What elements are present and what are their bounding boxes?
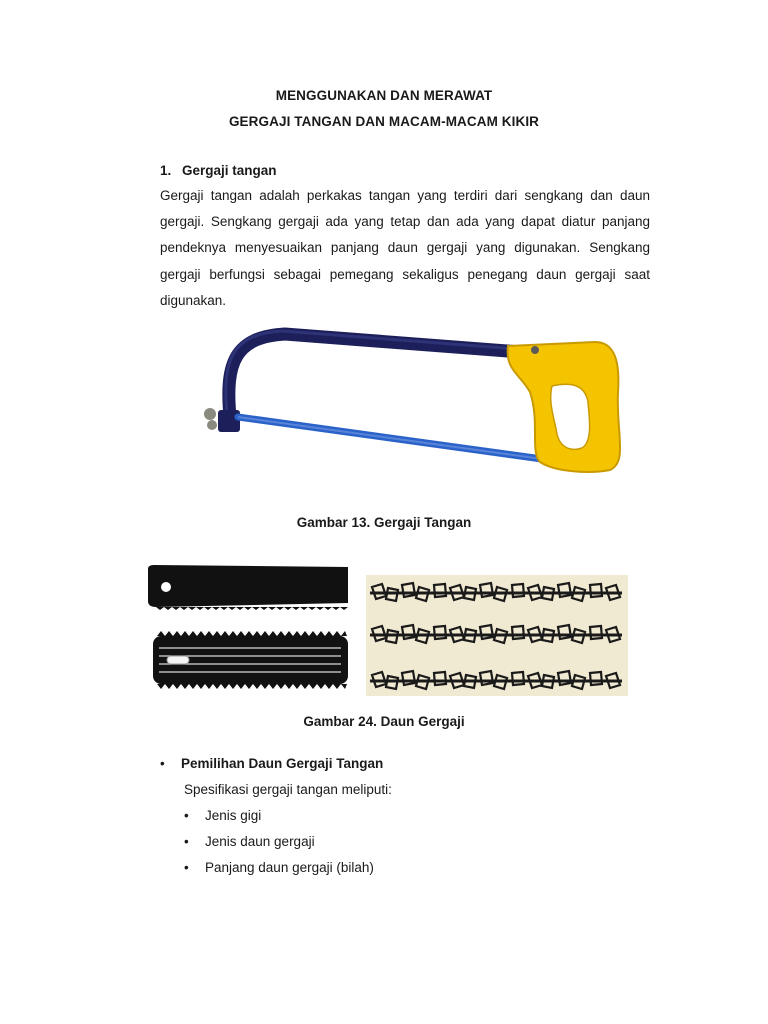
section-heading [160, 163, 277, 178]
hacksaw-image [190, 322, 640, 482]
list-item [184, 808, 261, 823]
bullet-icon: • [184, 808, 189, 823]
figure-caption-13: Gambar 13. Gergaji Tangan [296, 515, 472, 530]
selection-heading [160, 756, 383, 771]
list-item-text: Panjang daun gergaji (bilah) [205, 860, 374, 875]
section-heading-text: Gergaji tangan [182, 163, 277, 178]
specification-intro: Spesifikasi gergaji tangan meliputi: [184, 782, 392, 797]
selection-heading-text: Pemilihan Daun Gergaji Tangan [181, 756, 384, 771]
figure-caption-24: Gambar 24. Daun Gergaji [303, 714, 465, 729]
bullet-icon: • [160, 756, 165, 771]
wing-nut [204, 408, 216, 420]
section-number: 1. [160, 163, 172, 178]
saw-teeth-set-image [366, 575, 628, 696]
saw-blade-wavy-image [151, 630, 350, 690]
list-item [184, 834, 315, 849]
section-paragraph: Gergaji tangan adalah perkakas tangan yang terdiri dari sengkang dan daun gergaji. Sengkang gergaji ada yang tetap dan ada yang dapat diatur panjang pendeknya menyesuaikan panjang daun gergaji yang digunakan. Sengkang gergaji berfungsi sebagai pemegang sekaligus penegang daun gergaji saat digunakan. [160, 188, 650, 308]
list-item-text: Jenis daun gergaji [205, 834, 315, 849]
list-item [184, 860, 374, 875]
saw-blade-straight-image [148, 563, 351, 611]
document-title-line-1: MENGGUNAKAN DAN MERAWAT [275, 88, 493, 103]
list-item-text: Jenis gigi [205, 808, 262, 823]
bullet-icon: • [184, 860, 189, 875]
document-title-line-2: GERGAJI TANGAN DAN MACAM-MACAM KIKIR [228, 114, 540, 129]
bullet-icon: • [184, 834, 189, 849]
